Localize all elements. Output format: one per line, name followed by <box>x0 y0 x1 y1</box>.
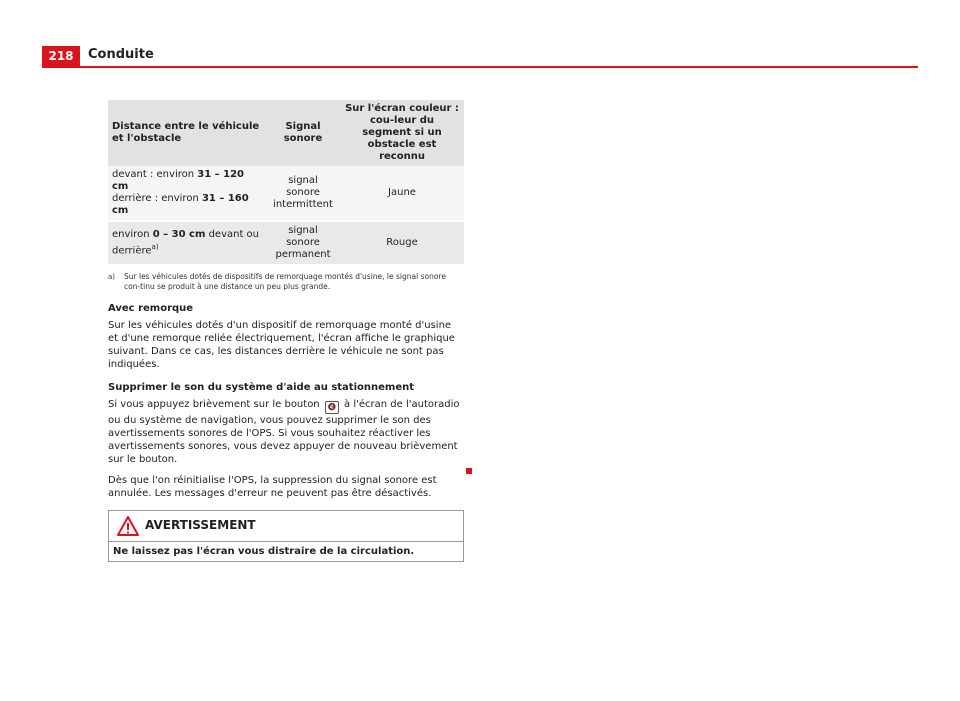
table-cell-distance <box>108 166 266 221</box>
distance-table <box>108 100 464 264</box>
footnote-mark: a) <box>108 273 116 281</box>
cell-bold: 0 – 30 cm <box>152 228 206 240</box>
paragraph-text: Si vous appuyez brièvement sur le bouton <box>108 399 320 410</box>
cell-text: environ <box>112 228 153 240</box>
table-header-signal: Signal sonore <box>266 100 340 166</box>
header-rule <box>42 66 918 68</box>
footnote-text: Sur les véhicules dotés de dispositifs de remorquage montés d'usine, le signal sonore con-tinu se produit à une distance un peu plus grande. <box>124 272 446 291</box>
page-header <box>42 46 918 68</box>
warning-title: AVERTISSEMENT <box>145 518 256 532</box>
footnote-ref: a) <box>151 242 159 251</box>
warning-text: Ne laissez pas l'écran vous distraire de la circulation. <box>113 546 415 557</box>
paragraph-reset: Dès que l'on réinitialise l'OPS, la suppression du signal sonore est annulée. Les messages d'erreur ne peuvent pas être désactivés. <box>108 475 437 499</box>
subheading-trailer: Avec remorque <box>108 303 194 314</box>
sound-off-icon: 🔇 <box>325 401 339 414</box>
paragraph-text: à l'écran de l'autoradio ou du système de navigation, vous pouvez supprimer le son des avertissements sonores de l'OPS. Si vous souhaitez réactiver les avertissements sonores, vous devez appuyer de nouveau brièvement sur le bouton. <box>108 399 460 465</box>
content-column <box>108 100 464 562</box>
table-cell-signal: signal sonore intermittent <box>266 166 340 221</box>
warning-header <box>109 511 463 542</box>
end-of-section-marker <box>466 468 472 474</box>
subheading-mute: Supprimer le son du système d'aide au stationnement <box>108 382 415 393</box>
cell-text: derrière : environ <box>112 193 202 204</box>
section-title: Conduite <box>88 47 154 62</box>
table-row <box>108 221 464 264</box>
table-cell-distance <box>108 221 266 264</box>
table-header-row <box>108 100 464 166</box>
cell-text: devant : environ <box>112 169 198 180</box>
warning-triangle-icon <box>117 516 139 536</box>
table-cell-color: Rouge <box>340 221 464 264</box>
footnote <box>108 272 464 292</box>
table-header-distance: Distance entre le véhicule et l'obstacle <box>108 100 266 166</box>
cell-bold: 31 – 120 cm <box>112 169 245 192</box>
cell-bold: 31 – 160 cm <box>112 193 249 216</box>
warning-box <box>108 510 464 562</box>
table-cell-signal: signal sonore permanent <box>266 221 340 264</box>
cell-text: devant ou derrière <box>112 228 260 257</box>
page-number: 218 <box>42 46 80 66</box>
table-row <box>108 166 464 221</box>
paragraph-trailer: Sur les véhicules dotés d'un dispositif de remorquage monté d'usine et d'une remorque reliée électriquement, l'écran affiche le graphique suivant. Dans ce cas, les distances derrière le véhicule ne sont pas indiquées. <box>108 320 455 370</box>
table-cell-color: Jaune <box>340 166 464 221</box>
table-header-color: Sur l'écran couleur : cou-leur du segment si un obstacle est reconnu <box>340 100 464 166</box>
paragraph-mute <box>108 398 464 466</box>
